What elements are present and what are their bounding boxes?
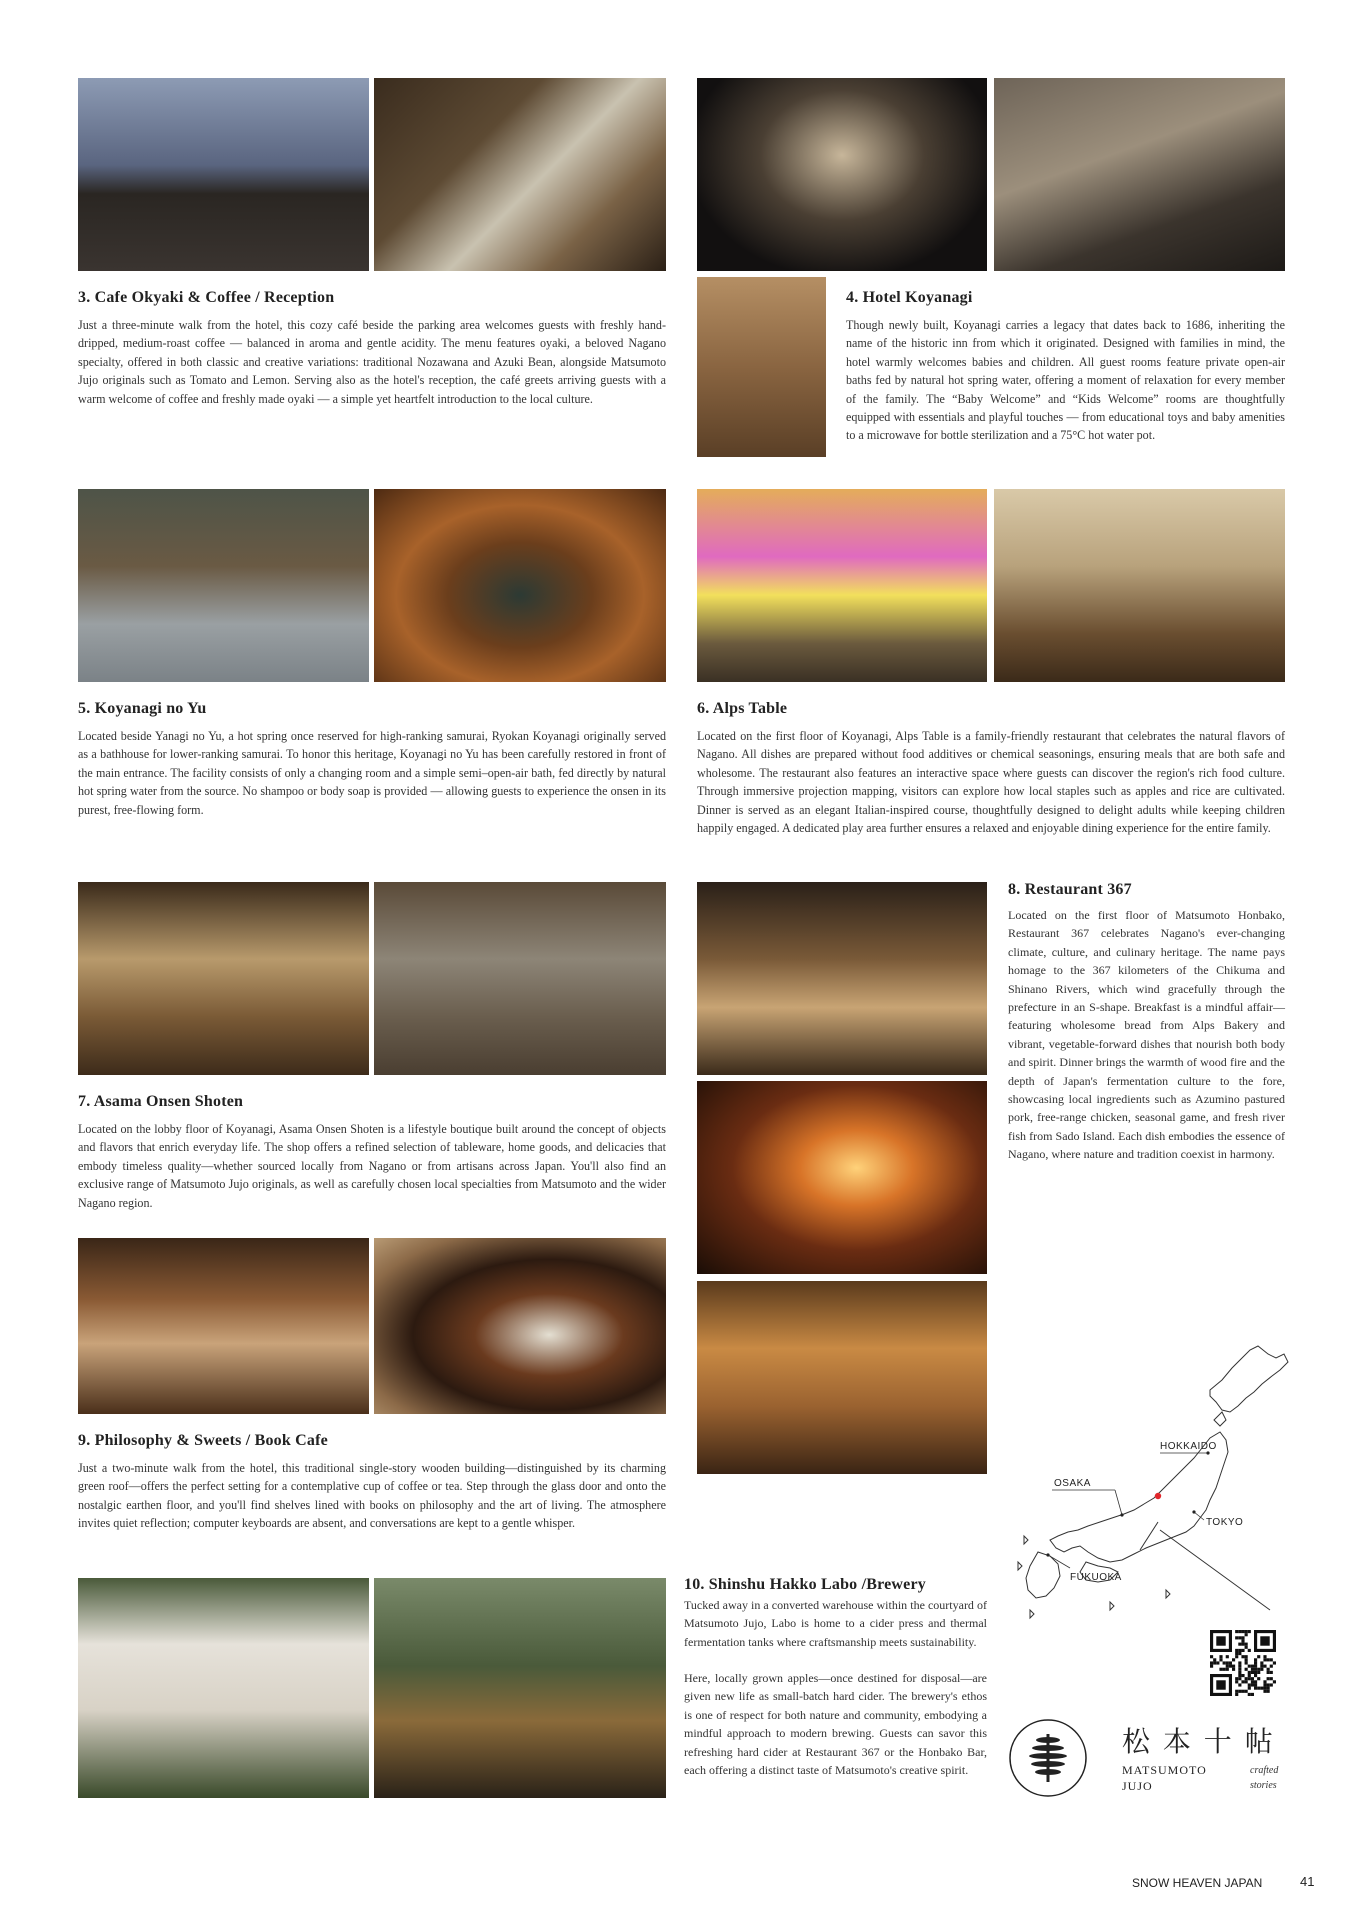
hotel-koyanagi-guestroom-photo bbox=[994, 78, 1285, 271]
logo-name-line2: JUJO bbox=[1122, 1779, 1153, 1793]
section-9-title: 9. Philosophy & Sweets / Book Cafe bbox=[78, 1432, 328, 1449]
map-label-hokkaido: HOKKAIDO bbox=[1160, 1441, 1217, 1452]
cafe-okyaki-interior-photo bbox=[374, 78, 666, 271]
map-label-tokyo: TOKYO bbox=[1206, 1517, 1244, 1528]
section-6-title: 6. Alps Table bbox=[697, 700, 788, 717]
section-3-body: Just a three-minute walk from the hotel, this cozy café beside the parking area welcomes guests with freshly hand-dripped, medium-roast coffee — balanced in aroma and gentle acidity. The menu features oyaki, a beloved Nagano specialty, offered in both classic and creative variations: traditional Nozawana and Azuki Bean, alongside Matsumoto Jujo originals such as Tomato and Lemon. Serving also as the hotel's reception, the café greets arriving guests with a warm welcome of coffee and freshly made oyaki — a simple yet heartfelt introduction to the local culture. bbox=[78, 318, 666, 406]
asama-onsen-shoten-corridor-photo bbox=[374, 882, 666, 1075]
section-4-title: 4. Hotel Koyanagi bbox=[846, 289, 973, 306]
hotel-koyanagi-night-window-photo bbox=[697, 78, 987, 271]
restaurant-367-dining-room-photo bbox=[697, 882, 987, 1075]
logo-name-line1: MATSUMOTO bbox=[1122, 1763, 1207, 1777]
section-3-title: 3. Cafe Okyaki & Coffee / Reception bbox=[78, 289, 335, 306]
koyanagi-no-yu-bath-interior-photo bbox=[374, 489, 666, 682]
section-4-body: Though newly built, Koyanagi carries a legacy that dates back to 1686, inheriting the name of the historic inn from which it originated. Designed with families in mind, the hotel warmly welcomes babies and children. All guest rooms feature private open-air baths fed by natural hot spring water, offering a moment of relaxation for every member of the family. The “Baby Welcome” and “Kids Welcome” rooms are thoughtfully equipped with essentials and playful touches — from educational toys and baby amenities to a microwave for bottle sterilization and a 75°C hot water pot. bbox=[846, 318, 1285, 443]
section-5-title: 5. Koyanagi no Yu bbox=[78, 700, 207, 717]
koyanagi-no-yu-exterior-photo bbox=[78, 489, 369, 682]
logo-tag-line1: crafted bbox=[1250, 1765, 1279, 1776]
restaurant-367-wood-fire-grill-photo bbox=[697, 1081, 987, 1274]
book-cafe-interior-photo bbox=[78, 1238, 369, 1414]
matsumoto-jujo-emblem-icon bbox=[1008, 1718, 1088, 1798]
qr-code[interactable] bbox=[1210, 1630, 1276, 1696]
book-cafe-sweets-photo bbox=[374, 1238, 666, 1414]
section-7-title: 7. Asama Onsen Shoten bbox=[78, 1093, 244, 1110]
magazine-name: SNOW HEAVEN JAPAN bbox=[1132, 1876, 1263, 1890]
japan-map bbox=[1010, 1340, 1295, 1630]
osaka-pin bbox=[1120, 1513, 1123, 1516]
hotel-koyanagi-wooden-bath-photo bbox=[697, 277, 826, 457]
matsumoto-location-marker bbox=[1155, 1493, 1161, 1499]
logo-kanji: 松 本 十 帖 bbox=[1122, 1725, 1275, 1758]
cafe-okyaki-exterior-photo bbox=[78, 78, 369, 271]
section-7-body: Located on the lobby floor of Koyanagi, Asama Onsen Shoten is a lifestyle boutique built around the concept of objects and flavors that enrich everyday life. The shop offers a refined selection of tableware, home goods, and delicacies that embody timeless quality—whether sourced locally from Nagano or from artisans across Japan. You'll also find an exclusive range of Matsumoto Jujo originals, as well as carefully chosen local specialties from Matsumoto and the wider Nagano region. bbox=[78, 1122, 666, 1210]
alps-table-projection-mapping-photo bbox=[697, 489, 987, 682]
fukuoka-pin bbox=[1046, 1553, 1049, 1556]
map-label-fukuoka: FUKUOKA bbox=[1070, 1572, 1122, 1583]
section-10-body-2: Here, locally grown apples—once destined for disposal—are given new life as small-batch hard cider. The brewery's ethos is one of respect for both nature and community, embodying a mindful approach to modern brewing. Guests can savor this refreshing hard cider at Restaurant 367 or the Honbako Bar, each offering a distinct taste of Matsumoto's creative spirit. bbox=[684, 1671, 987, 1778]
logo-tag-line2: stories bbox=[1250, 1780, 1277, 1791]
restaurant-367-bakery-bread-photo bbox=[697, 1281, 987, 1474]
brewery-cider-glasses-photo bbox=[374, 1578, 666, 1798]
section-8-title: 8. Restaurant 367 bbox=[1008, 881, 1132, 898]
tokyo-pin bbox=[1192, 1510, 1195, 1513]
map-label-osaka: OSAKA bbox=[1054, 1478, 1091, 1489]
alps-table-dining-room-photo bbox=[994, 489, 1285, 682]
asama-onsen-shoten-shop-photo bbox=[78, 882, 369, 1075]
section-9-body: Just a two-minute walk from the hotel, this traditional single-story wooden building—distinguished by its charming green roof—offers the perfect setting for a contemplative cup of coffee or tea. Step through the glass door and onto the nostalgic earthen floor, and you'll find shelves lined with books on philosophy and the art of living. The atmosphere invites quiet reflection; computer keyboards are absent, and conversations are kept to a gentle whisper. bbox=[78, 1461, 666, 1531]
section-5-body: Located beside Yanagi no Yu, a hot spring once reserved for high-ranking samurai, Ryokan Koyanagi originally served as a bathhouse for lower-ranking samurai. To honor this heritage, Koyanagi no Yu has been carefully restored in front of the main entrance. The facility consists of only a changing room and a simple semi–open-air bath, fed directly by natural hot spring water from the source. No shampoo or body soap is provided — allowing guests to experience the onsen in its purest, free-flowing form. bbox=[78, 729, 666, 817]
section-10-body-1: Tucked away in a converted warehouse within the courtyard of Matsumoto Jujo, Labo is home to a cider press and thermal fermentation tanks where craftsmanship meets sustainability. bbox=[684, 1598, 987, 1649]
section-10-title: 10. Shinshu Hakko Labo /Brewery bbox=[684, 1576, 926, 1593]
section-6-body: Located on the first floor of Koyanagi, Alps Table is a family-friendly restaurant that celebrates the natural flavors of Nagano. All dishes are prepared without food additives or chemical seasonings, ensuring meals that are both safe and wholesome. The restaurant also features an interactive space where guests can discover the region's rich food culture. Through immersive projection mapping, visitors can explore how local staples such as apples and rice are cultivated. Dinner is served as an elegant Italian-inspired course, thoughtfully designed to delight adults while keeping children happily engaged. A dedicated play area further ensures a relaxed and enjoyable dining experience for the entire family. bbox=[697, 729, 1285, 836]
section-8-body: Located on the first floor of Matsumoto Honbako, Restaurant 367 celebrates Nagano's ever-changing climate, culture, and culinary heritage. The name pays homage to the 367 kilometers of the Chikuma and Shinano Rivers, which wind gracefully through the prefecture in an S-shape. Breakfast is a mindful affair—featuring wholesome bread from Alps Bakery and vibrant, vegetable-forward dishes that nourish both body and spirit. Dinner brings the warmth of wood fire and the depth of Japan's fermentation culture to the fore, showcasing local ingredients such as Azumino pastured pork, free-range chicken, seasonal game, and fresh river fish from Sado Island. Each dish embodies the essence of Nagano, where nature and tradition coexist in harmony. bbox=[1008, 908, 1285, 1162]
brewery-exterior-photo bbox=[78, 1578, 369, 1798]
map-pins bbox=[1048, 1453, 1208, 1568]
page-number: 41 bbox=[1300, 1874, 1315, 1889]
